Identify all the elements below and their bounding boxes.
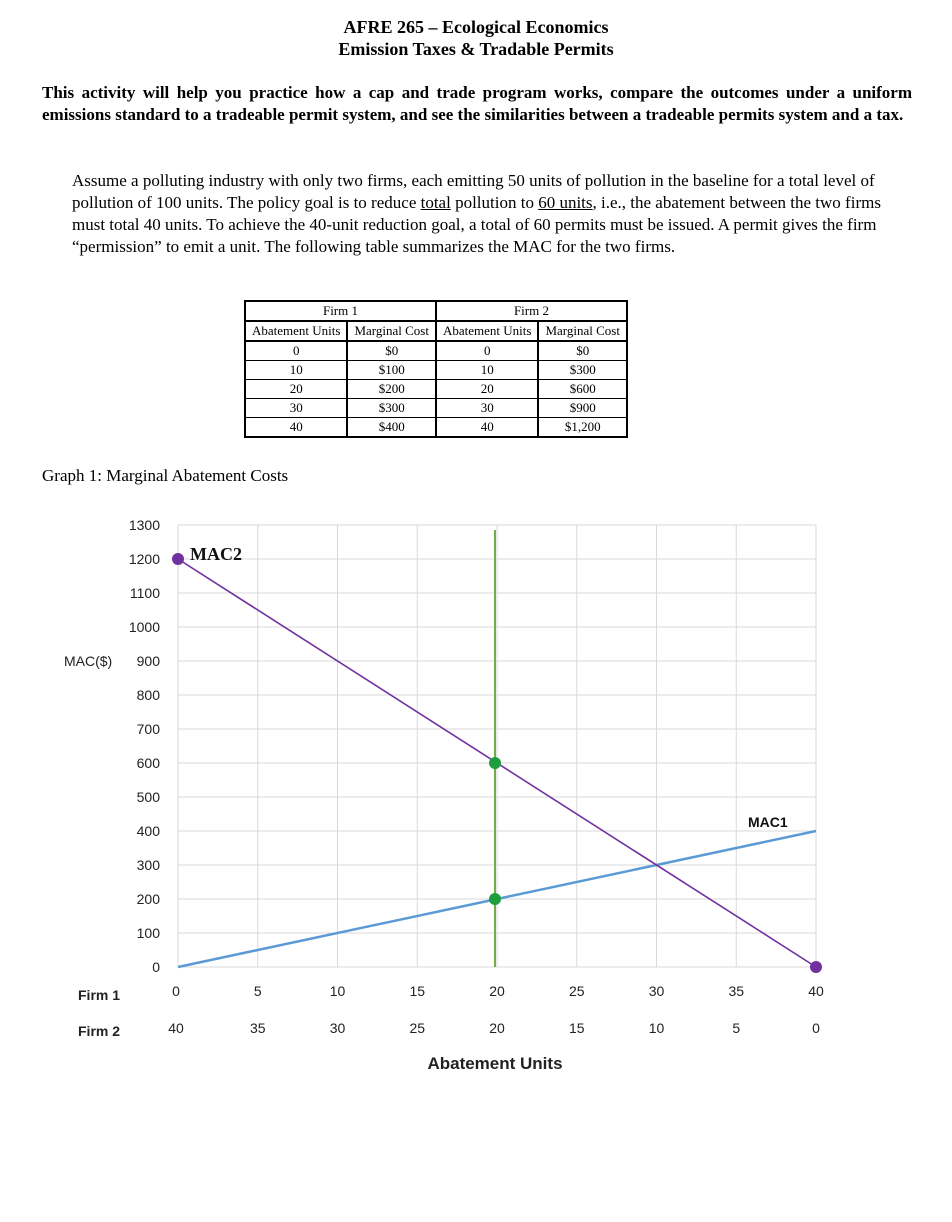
- table-row: [245, 380, 627, 399]
- firm1-tick-label: 5: [253, 983, 262, 999]
- y-tick-label: 500: [136, 789, 160, 805]
- topic-title: Emission Taxes & Tradable Permits: [338, 39, 614, 59]
- firm1-tick-label: 35: [728, 983, 745, 999]
- table-cell: 0: [245, 341, 347, 361]
- y-tick-label: 1100: [129, 585, 160, 601]
- y-axis-label: MAC($): [64, 653, 113, 669]
- firm2-tick-label: 10: [648, 1020, 665, 1036]
- table-cell: 30: [436, 399, 538, 418]
- table-cell: 10: [436, 361, 538, 380]
- firm1-tick-label: 25: [568, 983, 585, 999]
- y-tick-label: 600: [136, 755, 160, 771]
- intro-paragraph: [42, 82, 912, 126]
- y-tick-label: 800: [136, 687, 160, 703]
- table-cell: $600: [538, 380, 627, 399]
- table-cell: 10: [245, 361, 347, 380]
- table-cell: $100: [347, 361, 436, 380]
- scenario-text-3: , i.e., the abatement between the two firms must total 40 units. To achieve the 40-unit reduction goal, a total of 60 permits must be issued. A permit gives the firm “permission” to emit a unit. The following table summarizes the MAC for the two firms.: [72, 193, 881, 256]
- data-point: [172, 553, 184, 565]
- scenario-text-1: Assume a polluting industry with only two firms, each emitting 50 units of pollution in the baseline for a total level of pollution of 100 units. The policy goal is to reduce: [72, 171, 875, 212]
- table-cell: 20: [436, 380, 538, 399]
- x-axis-label: Abatement Units: [427, 1054, 563, 1073]
- table-cell: 30: [245, 399, 347, 418]
- scenario-paragraph: [72, 170, 902, 258]
- scenario-text-2: pollution to: [450, 193, 539, 212]
- firm1-tick-label: 0: [172, 983, 180, 999]
- firm2-tick-label: 25: [409, 1020, 426, 1036]
- data-point: [489, 757, 501, 769]
- y-tick-label: 1300: [128, 517, 160, 533]
- table-cell: $200: [347, 380, 436, 399]
- data-point: [810, 961, 822, 973]
- y-tick-label: 100: [136, 925, 160, 941]
- document-title: [0, 16, 952, 60]
- course-title: AFRE 265 – Ecological Economics: [343, 17, 609, 37]
- table-cell: $0: [538, 341, 627, 361]
- table-header-firm2: Firm 2: [436, 301, 627, 321]
- y-tick-label: 0: [152, 959, 160, 975]
- table-row: [245, 341, 627, 361]
- firm2-tick-label: 15: [568, 1020, 585, 1036]
- table-row: [245, 399, 627, 418]
- firm1-tick-label: 15: [409, 983, 426, 999]
- mac-chart: [0, 500, 952, 1100]
- table-cell: $0: [347, 341, 436, 361]
- table-header-firm1: Firm 1: [245, 301, 436, 321]
- firm2-tick-label: 5: [732, 1020, 741, 1036]
- y-tick-label: 1200: [128, 551, 160, 567]
- table-col-cost-2: Marginal Cost: [538, 321, 627, 341]
- firm1-tick-label: 30: [648, 983, 665, 999]
- scenario-underline-total: total: [420, 193, 451, 212]
- firm1-tick-label: 20: [489, 983, 505, 999]
- y-tick-label: 900: [136, 653, 160, 669]
- table-cell: $900: [538, 399, 627, 418]
- mac-table: [244, 300, 628, 438]
- firm2-tick-label: 30: [329, 1020, 346, 1036]
- intro-text: This activity will help you practice how a cap and trade program works, compare the outcomes under a uniform emissions standard to a tradeable permit system, and see the similarities between a tradeable permits system and a tax.: [42, 83, 912, 124]
- table-cell: $400: [347, 418, 436, 438]
- data-point: [489, 893, 501, 905]
- table-cell: $300: [347, 399, 436, 418]
- table-cell: $300: [538, 361, 627, 380]
- y-tick-label: 700: [136, 721, 160, 737]
- firm2-tick-label: 0: [812, 1020, 820, 1036]
- scenario-underline-60: 60 units: [538, 193, 593, 212]
- table-cell: 20: [245, 380, 347, 399]
- table-col-cost-1: Marginal Cost: [347, 321, 436, 341]
- firm2-tick-label: 40: [168, 1020, 184, 1036]
- table-row: [245, 361, 627, 380]
- y-tick-label: 400: [136, 823, 160, 839]
- firm1-tick-label: 10: [329, 983, 346, 999]
- firm1-row-label: Firm 1: [78, 987, 121, 1003]
- y-tick-label: 1000: [128, 619, 160, 635]
- table-col-units-1: Abatement Units: [245, 321, 347, 341]
- table-cell: 0: [436, 341, 538, 361]
- table-cell: 40: [245, 418, 347, 438]
- mac1-label: MAC1: [748, 814, 788, 830]
- table-cell: 40: [436, 418, 538, 438]
- firm2-tick-label: 35: [249, 1020, 266, 1036]
- table-cell: $1,200: [538, 418, 627, 438]
- table-col-units-2: Abatement Units: [436, 321, 538, 341]
- graph-caption: Graph 1: Marginal Abatement Costs: [42, 466, 289, 485]
- y-tick-label: 300: [136, 857, 160, 873]
- mac2-label: MAC2: [190, 544, 242, 564]
- y-tick-label: 200: [136, 891, 160, 907]
- firm1-tick-label: 40: [808, 983, 824, 999]
- table-row: [245, 418, 627, 438]
- firm2-tick-label: 20: [489, 1020, 505, 1036]
- firm2-row-label: Firm 2: [78, 1023, 121, 1039]
